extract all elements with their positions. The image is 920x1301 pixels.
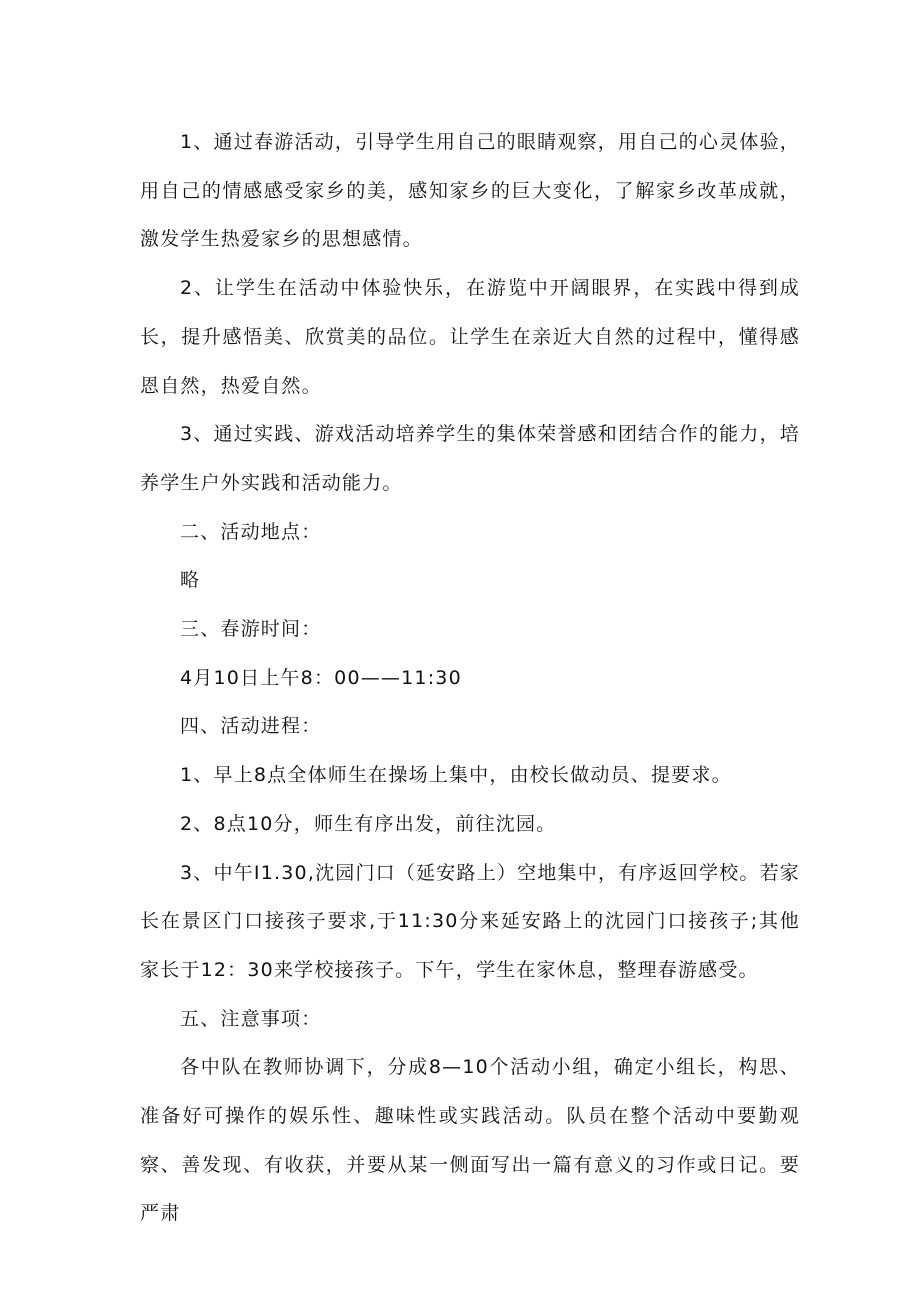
process-step-2: 2、8点10分，师生有序出发，前往沈园。 <box>180 812 557 835</box>
document-body <box>140 118 800 1238</box>
process-step-1: 1、早上8点全体师生在操场上集中，由校长做动员、提要求。 <box>180 764 732 787</box>
section-heading-location: 二、活动地点： <box>180 520 322 543</box>
process-step-3: 3、中午I1.30,沈园门口（延安路上）空地集中，有序返回学校。若家长在景区门口接孩子要求,于11:30分来延安路上的沈园门口接孩子;其他家长于12：30来学校接孩子。下午，学生在家休息，整理春游感受。 <box>140 861 800 981</box>
section-heading-notes: 五、注意事项： <box>180 1007 322 1030</box>
paragraph-goal-2: 2、让学生在活动中体验快乐，在游览中开阔眼界，在实践中得到成长，提升感悟美、欣赏美的品位。让学生在亲近大自然的过程中，懂得感恩自然，热爱自然。 <box>140 277 800 397</box>
section-heading-process: 四、活动进程： <box>180 715 322 738</box>
notes-paragraph: 各中队在教师协调下，分成8—10个活动小组，确定小组长，构思、准备好可操作的娱乐性、趣味性或实践活动。队员在整个活动中要勤观察、善发现、有收获，并要从某一侧面写出一篇有意义的习作或日记。要严肃 <box>140 1056 800 1225</box>
location-text: 略 <box>180 569 201 592</box>
paragraph-goal-1: 1、通过春游活动，引导学生用自己的眼睛观察，用自己的心灵体验，用自己的情感感受家乡的美，感知家乡的巨大变化，了解家乡改革成就，激发学生热爱家乡的思想感情。 <box>140 131 800 251</box>
paragraph-goal-3: 3、通过实践、游戏活动培养学生的集体荣誉感和团结合作的能力，培养学生户外实践和活动能力。 <box>140 423 800 494</box>
section-heading-time: 三、春游时间： <box>180 618 322 641</box>
time-text: 4月10日上午8：00——11:30 <box>180 666 462 689</box>
